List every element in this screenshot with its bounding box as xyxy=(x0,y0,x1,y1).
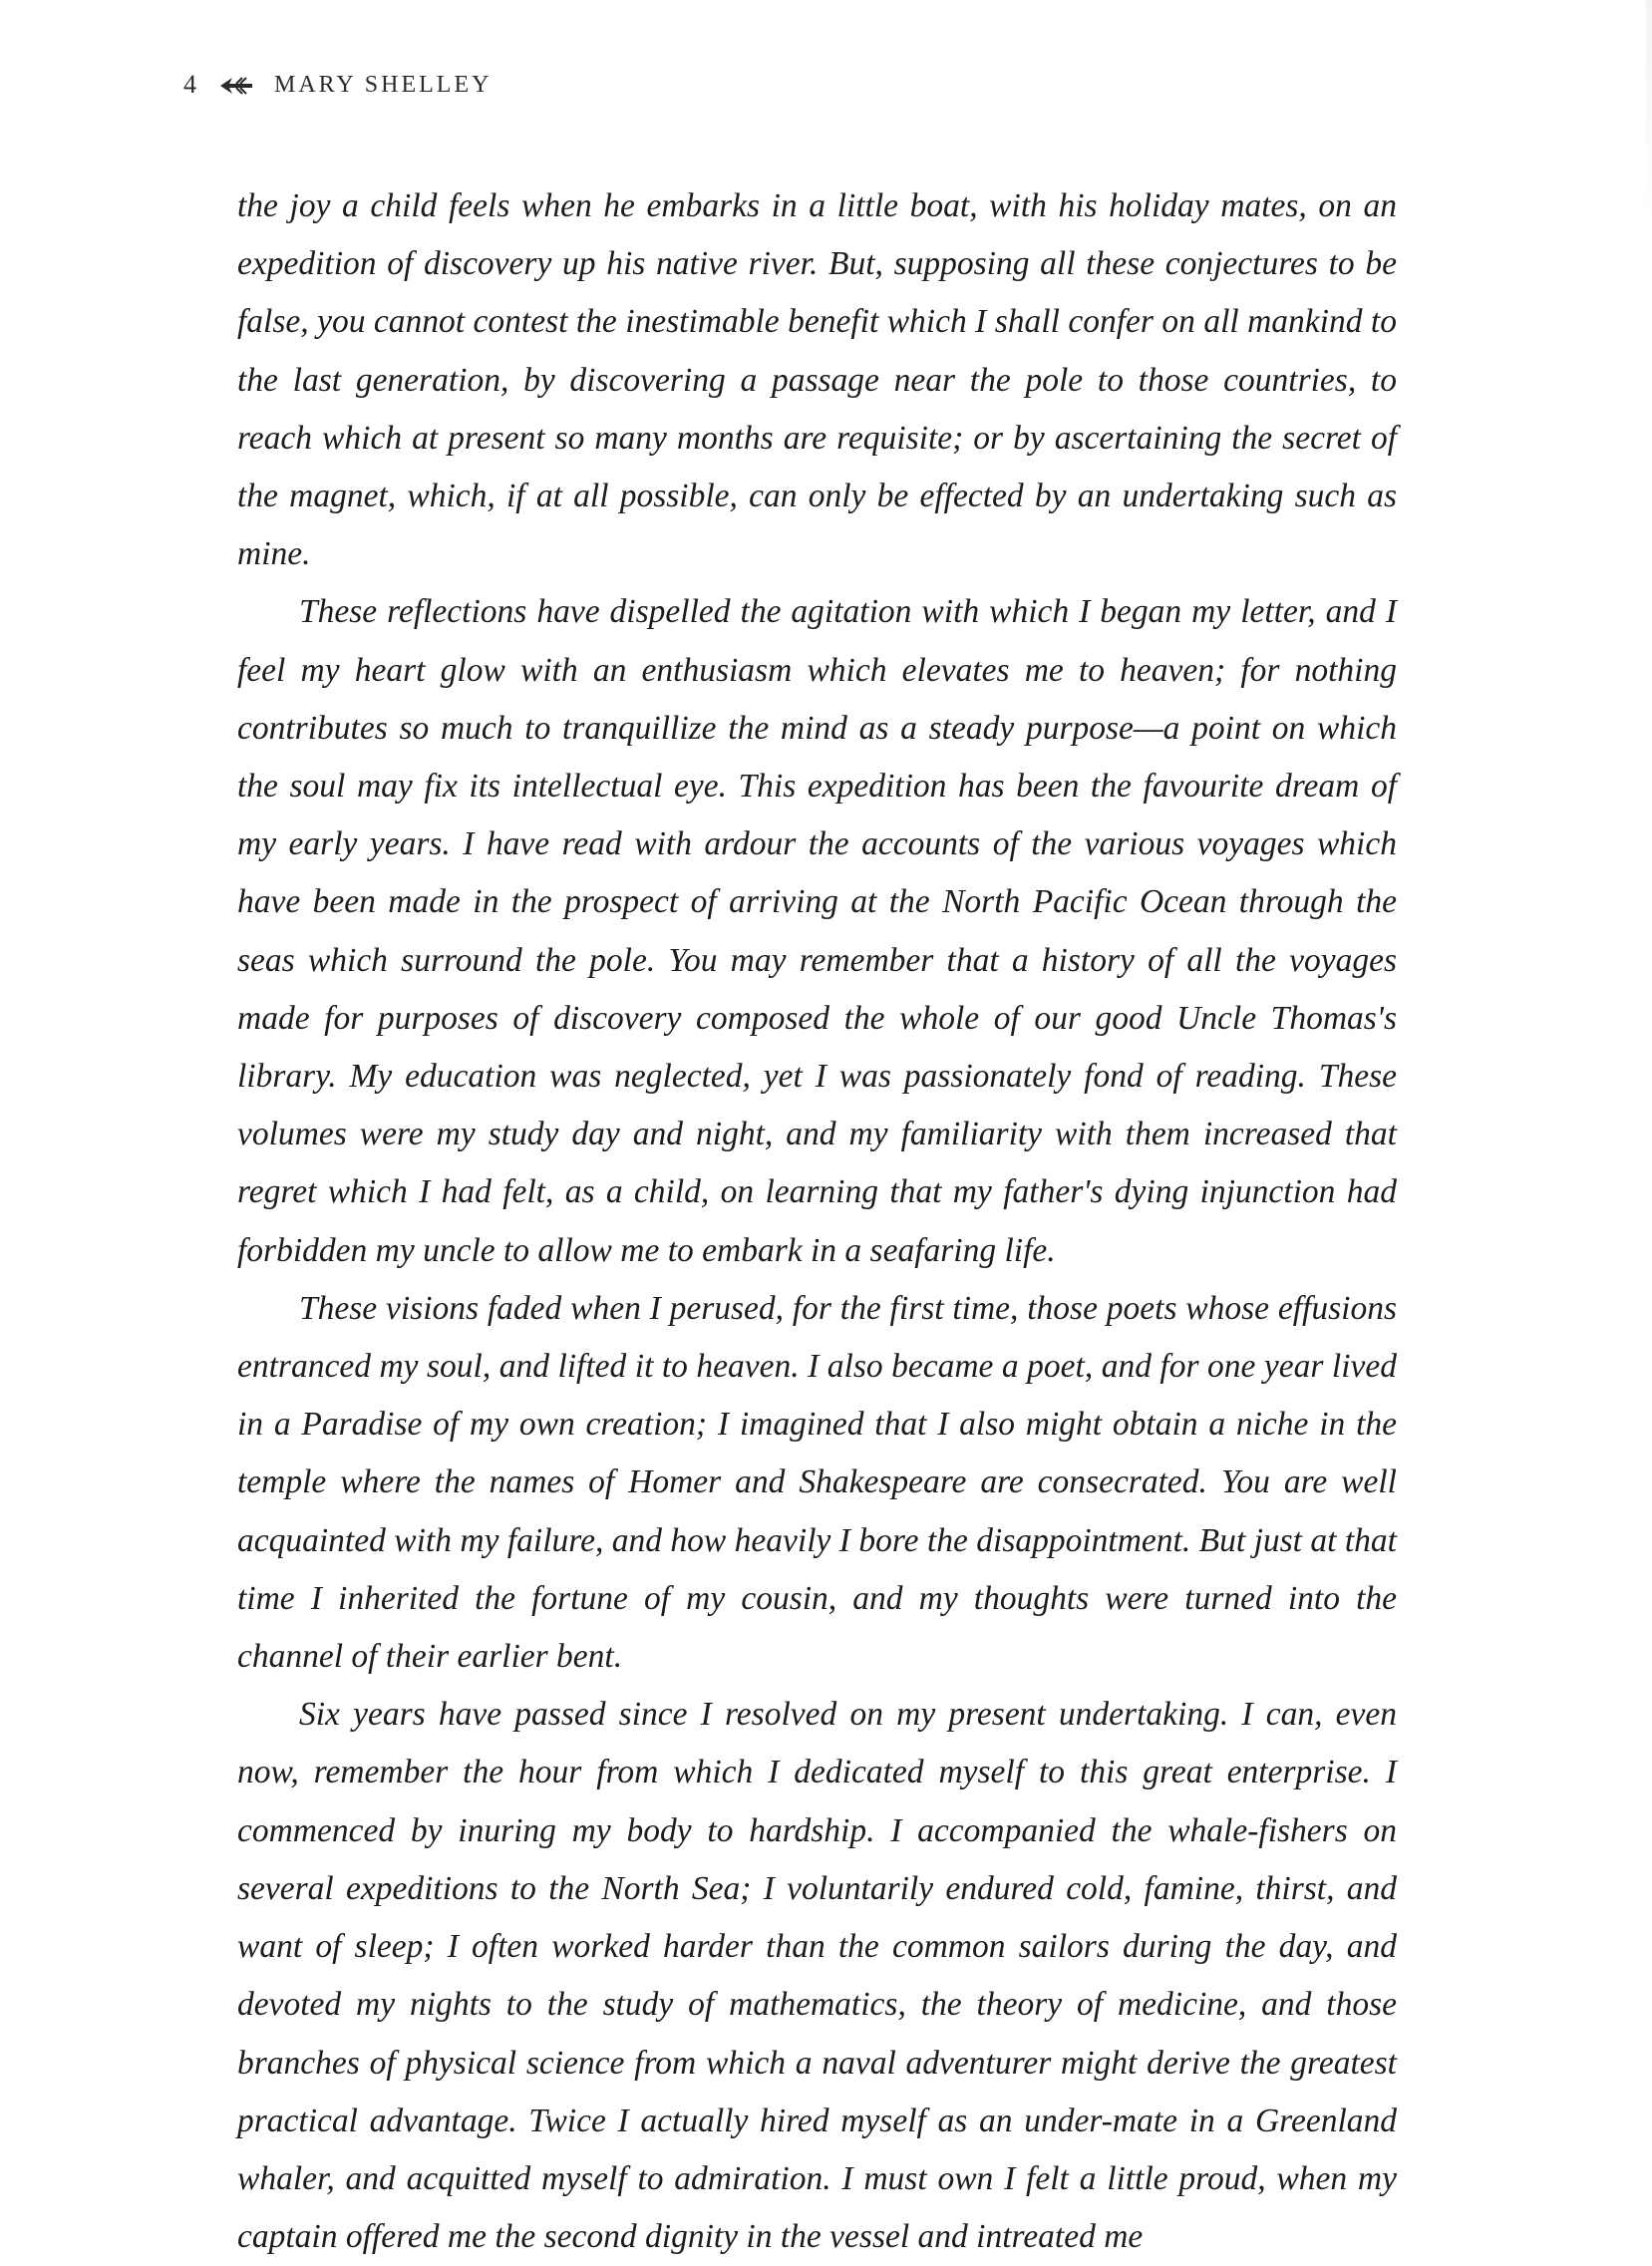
paragraph-1: the joy a child feels when he embarks in a little boat, with his holiday mates, on an expedition of discovery up his native river. But, supposing all these conjectures to be false, you cannot contest the inestimable benefit which I shall confer on all mankind to the last generation, by discovering a passage near the pole to those countries, to reach which at present so many months are requisite; or by ascertaining the secret of the magnet, which, if at all possible, can only be effected by an undertaking such as mine. xyxy=(237,187,1397,573)
page-edge-shadow xyxy=(1646,0,1652,2193)
page-number: 4 xyxy=(183,70,196,99)
leaf-arrow-ornament-icon xyxy=(218,74,254,96)
body-text xyxy=(237,177,1397,2266)
paragraph-4: Six years have passed since I resolved on my present undertaking. I can, even now, remember the hour from which I dedicated myself to this great enterprise. I commenced by inuring my body to hardship. I accompanied the whale-fishers on several expeditions to the North Sea; I voluntarily endured cold, famine, thirst, and want of sleep; I often worked harder than the common sailors during the day, and devoted my nights to the study of mathematics, the theory of medicine, and those branches of physical science from which a naval adventurer might derive the greatest practical advantage. Twice I actually hired myself as an under-mate in a Greenland whaler, and acquitted myself to admiration. I must own I felt a little proud, when my captain offered me the second dignity in the vessel and intreated me xyxy=(237,1696,1397,2256)
running-header xyxy=(183,70,492,100)
running-title: MARY SHELLEY xyxy=(274,71,493,98)
paragraph-3: These visions faded when I perused, for the first time, those poets whose effusions entranced my soul, and lifted it to heaven. I also became a poet, and for one year lived in a Paradise of my own creation; I imagined that I also might obtain a niche in the temple where the names of Homer and Shakespeare are consecrated. You are well acquainted with my failure, and how heavily I bore the disappointment. But just at that time I inherited the fortune of my cousin, and my thoughts were turned into the channel of their earlier bent. xyxy=(237,1289,1397,1676)
paragraph-2: These reflections have dispelled the agitation with which I began my letter, and I feel my heart glow with an enthusiasm which elevates me to heaven; for nothing contributes so much to tranquillize the mind as a steady purpose—a point on which the soul may fix its intellectual eye. This expedition has been the favourite dream of my early years. I have read with ardour the accounts of the various voyages which have been made in the prospect of arriving at the North Pacific Ocean through the seas which surround the pole. You may remember that a history of all the voyages made for purposes of discovery composed the whole of our good Uncle Thomas's library. My education was neglected, yet I was passionately fond of reading. These volumes were my study day and night, and my familiarity with them increased that regret which I had felt, as a child, on learning that my father's dying injunction had forbidden my uncle to allow me to embark in a seafaring life. xyxy=(237,593,1397,1269)
